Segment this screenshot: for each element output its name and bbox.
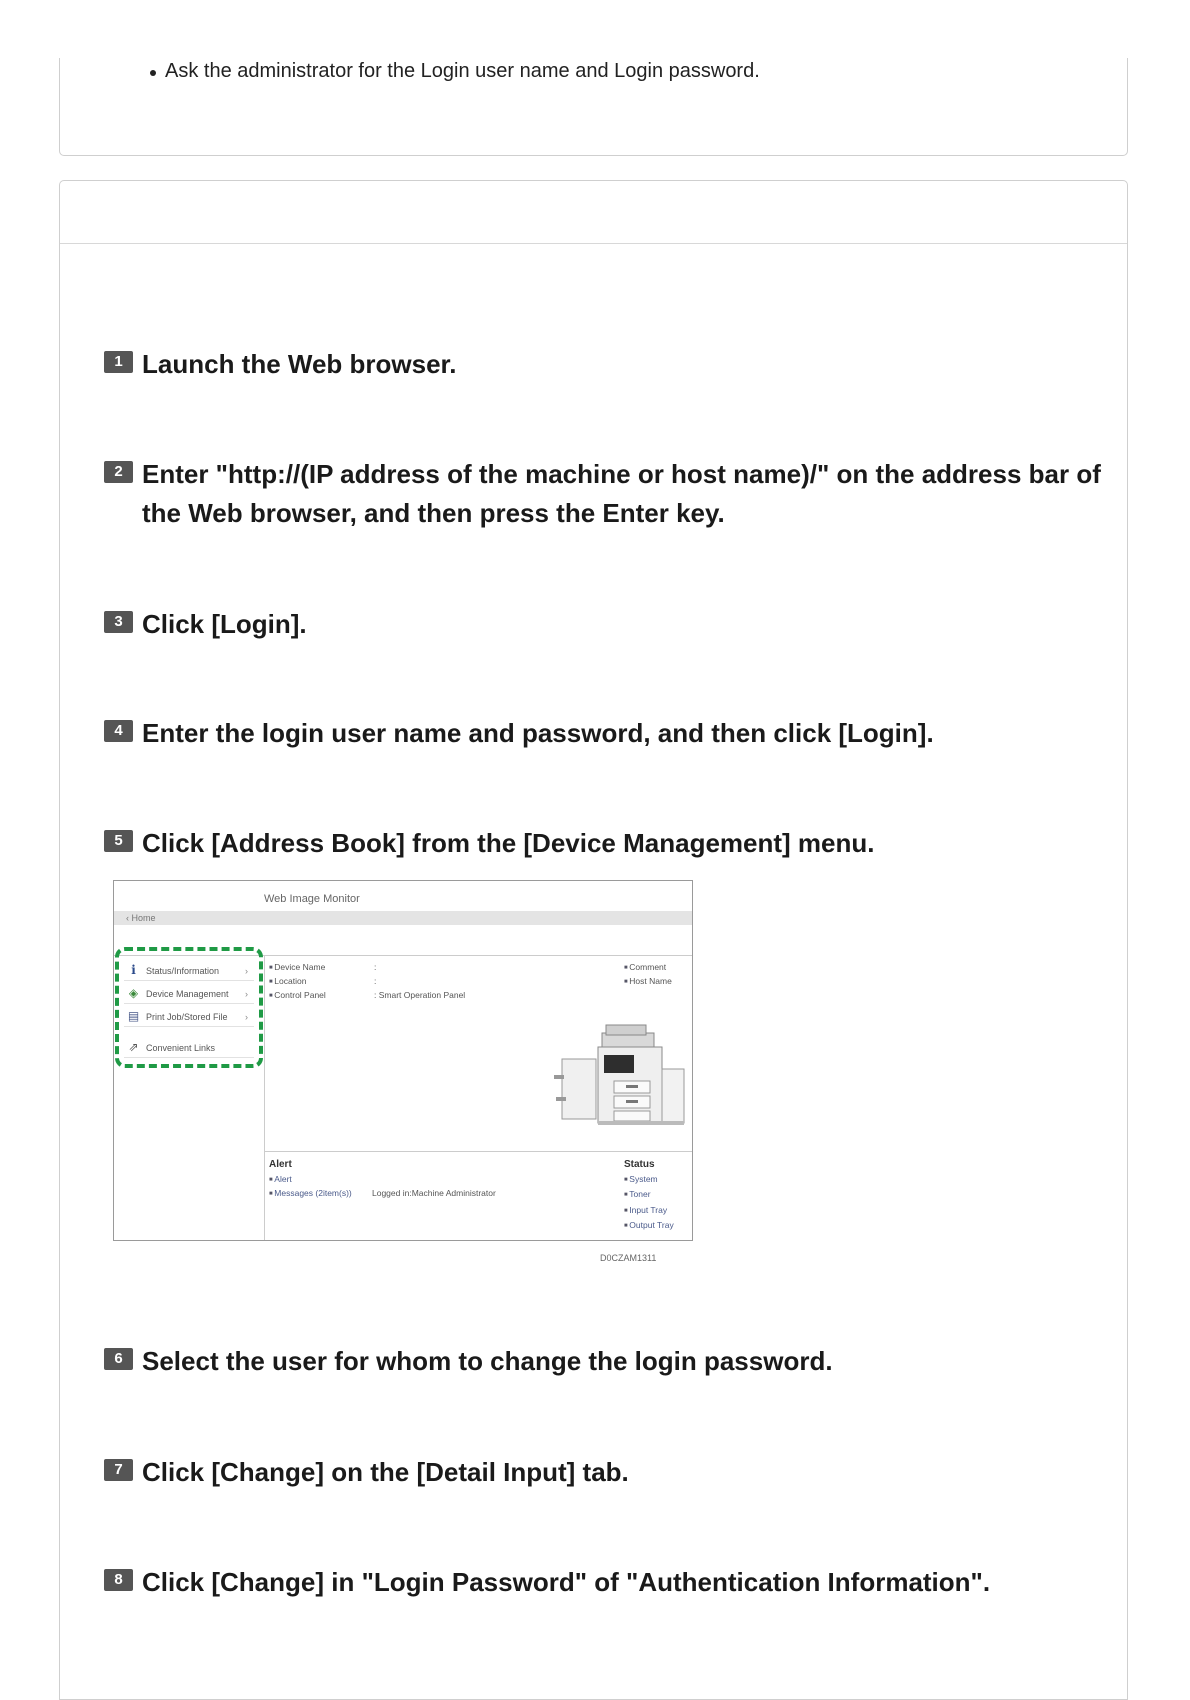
chevron-right-icon: › — [245, 966, 248, 976]
home-link[interactable]: ‹ Home — [126, 913, 156, 923]
logged-in-text: Logged in:Machine Administrator — [372, 1188, 496, 1198]
step-text: Click [Change] on the [Detail Input] tab. — [142, 1457, 629, 1487]
step-text: Click [Address Book] from the [Device Management] menu. — [142, 828, 875, 858]
host-name-label: ■ Host Name — [624, 976, 672, 986]
alert-header: Alert — [269, 1159, 292, 1170]
step-number: 1 — [104, 351, 133, 373]
step-4 — [104, 714, 1104, 753]
comment-label: ■ Comment — [624, 962, 666, 972]
step-1 — [104, 345, 1104, 384]
status-toner-link[interactable]: ■ Toner — [624, 1189, 651, 1199]
step-text: Select the user for whom to change the login password. — [142, 1346, 833, 1376]
step-6 — [104, 1342, 1104, 1381]
device-name-label: ■ Device Name — [269, 962, 325, 972]
step-number: 8 — [104, 1569, 133, 1591]
window-header — [114, 881, 692, 912]
step-text: Enter the login user name and password, and then click [Login]. — [142, 718, 934, 748]
web-image-monitor-screenshot — [113, 880, 693, 1241]
home-bar — [114, 911, 692, 925]
step-number: 5 — [104, 830, 133, 852]
step-7 — [104, 1453, 1104, 1492]
location-label: ■ Location — [269, 976, 306, 986]
step-8 — [104, 1563, 1104, 1602]
chevron-right-icon: › — [245, 1012, 248, 1022]
step-number: 6 — [104, 1348, 133, 1370]
highlight-dashed-box — [115, 947, 263, 1068]
alert-divider — [264, 1151, 692, 1152]
step-text: Click [Login]. — [142, 609, 307, 639]
step-number: 2 — [104, 461, 133, 483]
status-output-tray-link[interactable]: ■ Output Tray — [624, 1220, 674, 1230]
chevron-right-icon: › — [245, 989, 248, 999]
info-icon: i — [131, 963, 136, 977]
step-text: Launch the Web browser. — [142, 349, 457, 379]
menu-item-label: Print Job/Stored File — [146, 1012, 228, 1022]
menu-item-label: Device Management — [146, 989, 229, 999]
device-management-icon: ◈ — [128, 986, 139, 1000]
link-icon: ⇗ — [128, 1040, 139, 1054]
control-panel-value: : Smart Operation Panel — [374, 990, 466, 1000]
status-input-tray-link[interactable]: ■ Input Tray — [624, 1205, 667, 1215]
location-separator: : — [374, 976, 377, 986]
step-number: 4 — [104, 720, 133, 742]
document-icon: ▤ — [127, 1009, 140, 1023]
printer-image — [554, 1021, 693, 1131]
status-system-link[interactable]: ■ System — [624, 1174, 658, 1184]
menu-item-label: Convenient Links — [146, 1043, 216, 1053]
step-3 — [104, 605, 1104, 644]
note-text: Ask the administrator for the Login user name and Login password. — [165, 60, 760, 82]
control-panel-label: ■ Control Panel — [269, 990, 326, 1000]
status-header: Status — [624, 1159, 655, 1170]
menu-item-label: Status/Information — [146, 966, 220, 976]
step-number: 3 — [104, 611, 133, 633]
step-number: 7 — [104, 1459, 133, 1481]
window-title: Web Image Monitor — [264, 893, 360, 905]
figure-caption: D0CZAM1311 — [600, 1253, 657, 1263]
step-text: Enter "http://(IP address of the machine or host name)/" on the address bar of the Web browser, and then press the Enter key. — [142, 459, 1101, 528]
messages-link[interactable]: ■ Messages (2item(s)) — [269, 1188, 352, 1198]
section-header-divider — [60, 243, 1127, 244]
step-2 — [104, 455, 1104, 533]
alert-link[interactable]: ■ Alert — [269, 1174, 292, 1184]
step-text: Click [Change] in "Login Password" of "Authentication Information". — [142, 1567, 991, 1597]
step-5 — [104, 824, 1104, 863]
device-name-separator: : — [374, 962, 377, 972]
